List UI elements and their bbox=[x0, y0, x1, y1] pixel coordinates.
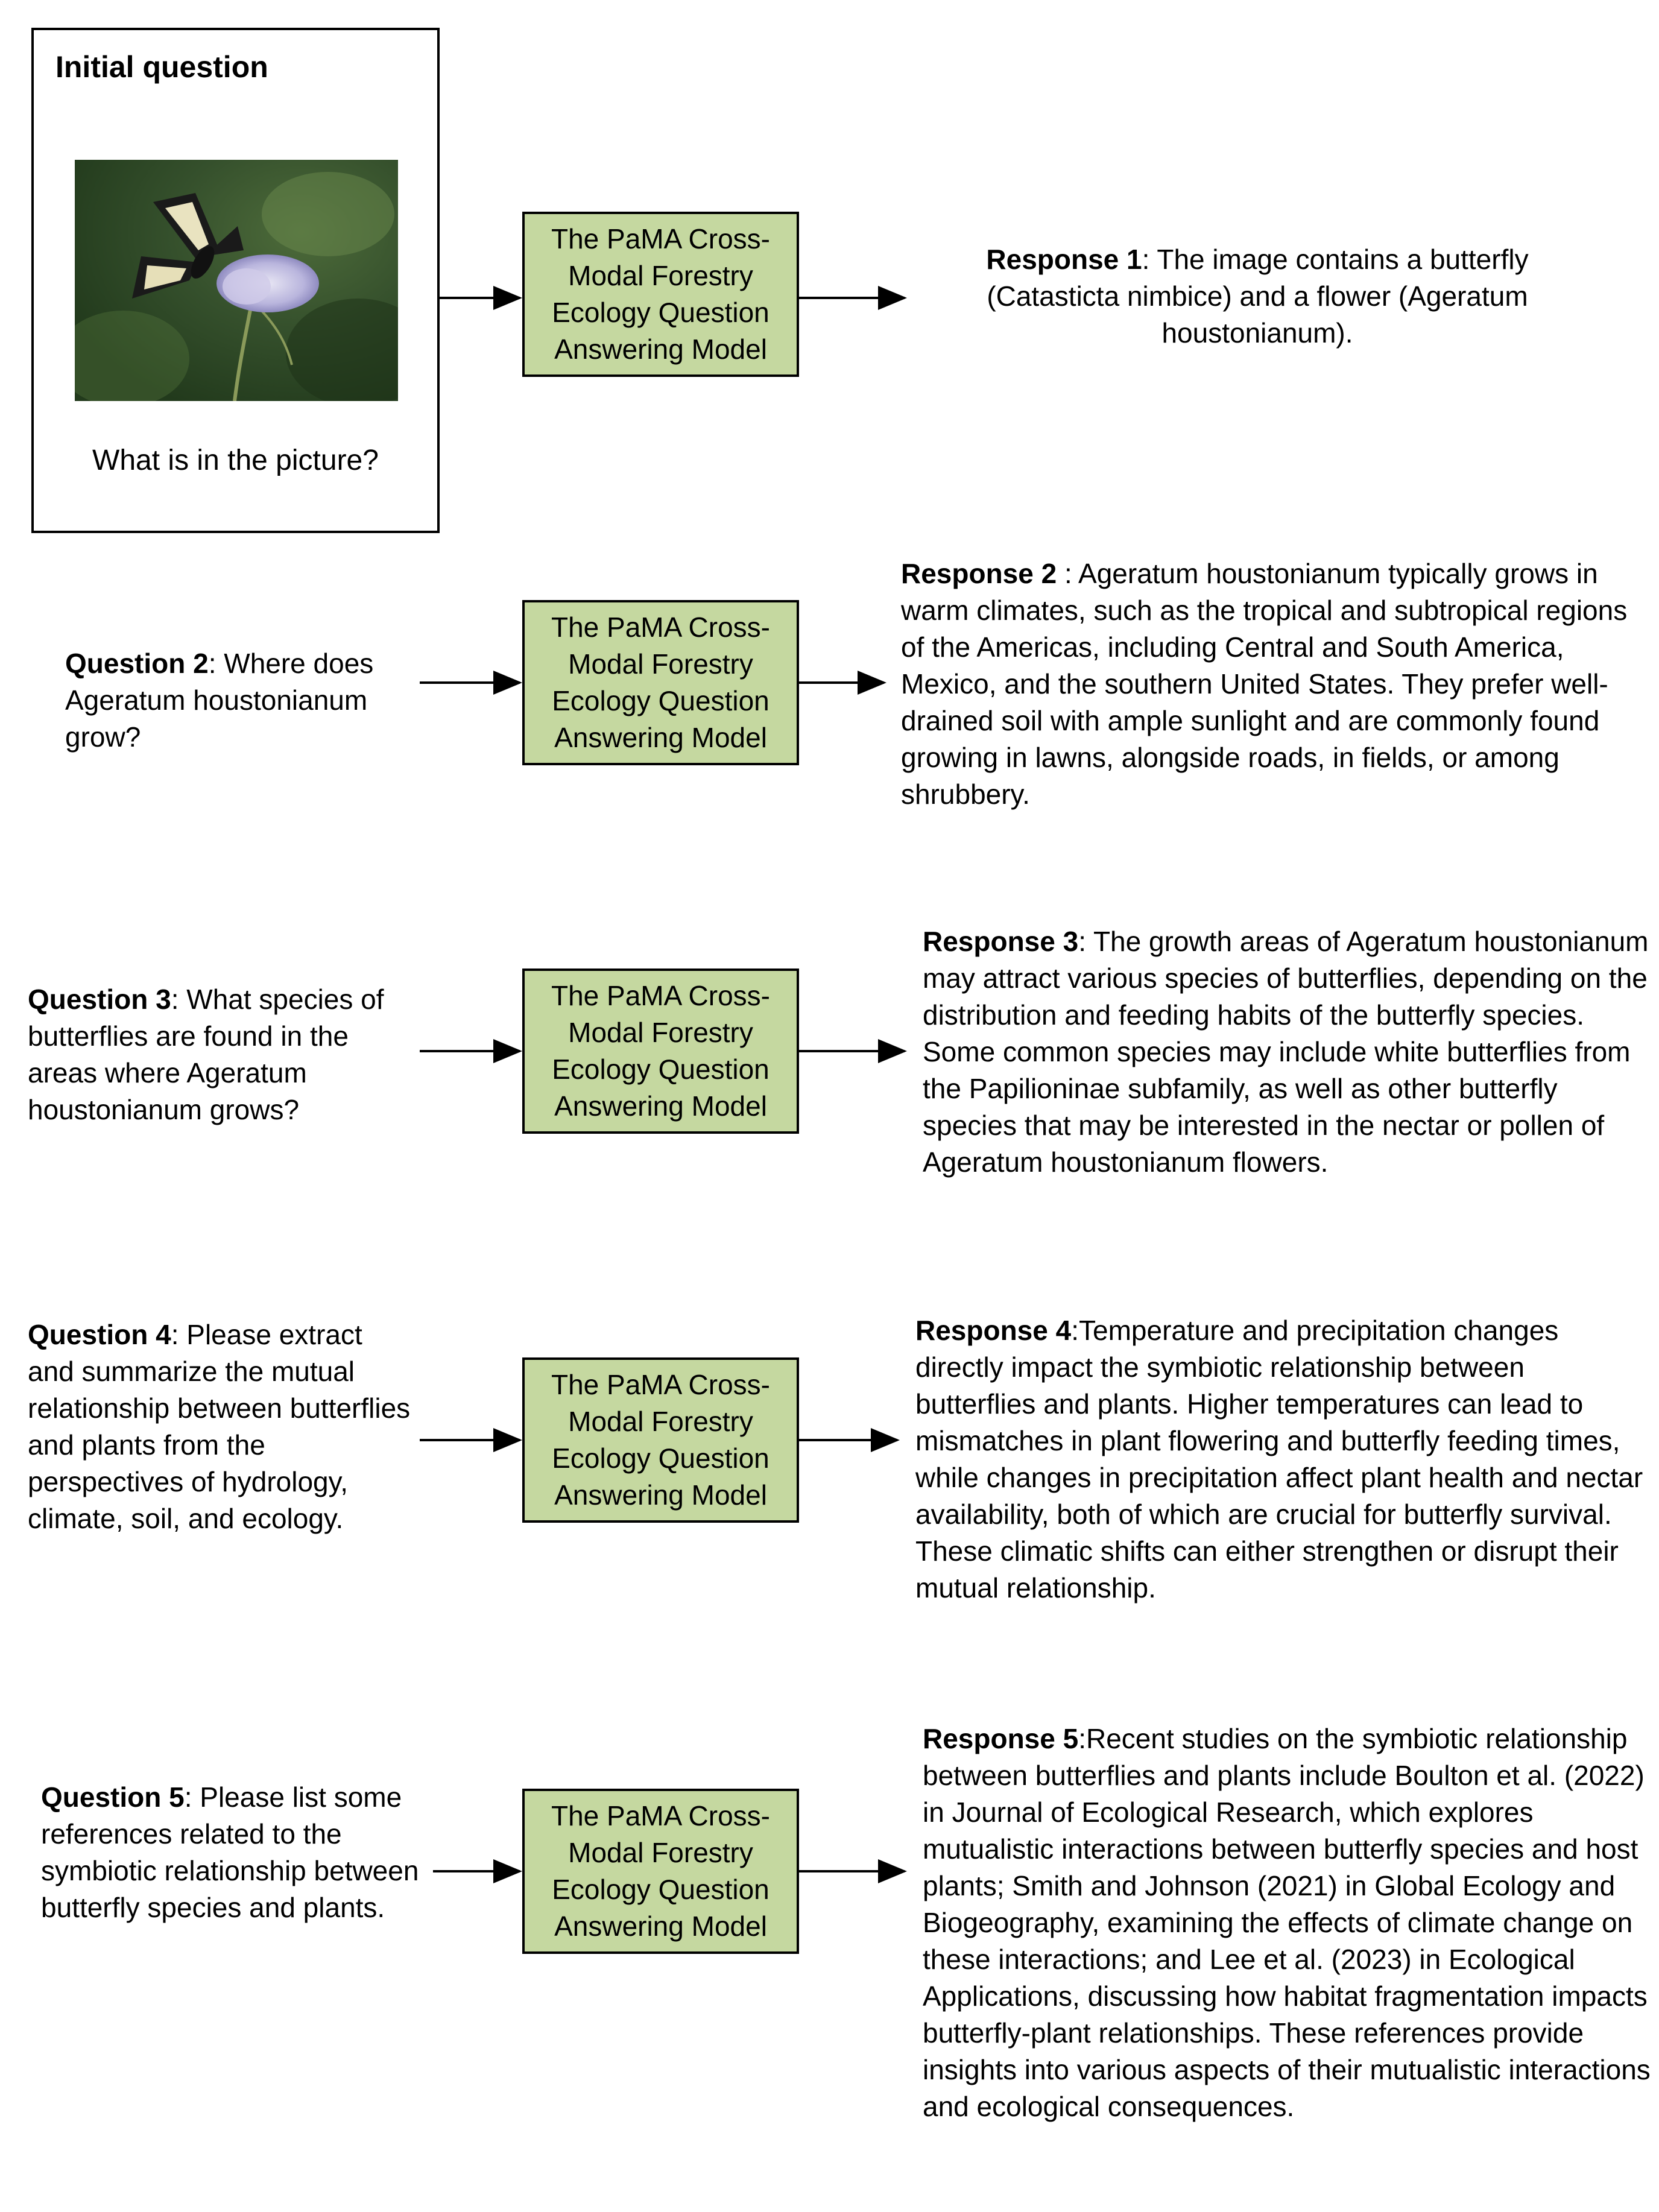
initial-question-title: Initial question bbox=[55, 50, 268, 84]
response-4-text: :Temperature and precipitation changes directly impact the symbiotic relationship between butterflies and plants. Higher temperatures can lead to mismatches in plant flowering and butterfly feeding times, while changes in precipitation affect plant health and nectar availability, both of which are crucial for butterfly survival. These climatic shifts can either strengthen or disrupt their mutual relationship. bbox=[915, 1315, 1643, 1604]
question-4-label: Question 4 bbox=[28, 1319, 171, 1350]
model-label: The PaMA Cross-Modal Forestry Ecology Question Answering Model bbox=[551, 223, 770, 365]
question-2-text: : Where does Ageratum houstonianum grow? bbox=[65, 648, 374, 753]
response-1-label: Response 1 bbox=[986, 244, 1142, 275]
response-3-label: Response 3 bbox=[923, 926, 1079, 957]
question-5-label: Question 5 bbox=[41, 1781, 185, 1813]
model-label: The PaMA Cross-Modal Forestry Ecology Question Answering Model bbox=[551, 611, 770, 753]
response-5-text: :Recent studies on the symbiotic relationship between butterflies and plants include Boulton et al. (2022) in Journal of Ecological Research, which explores mutualistic interactions between butterfly species and host plants; Smith and Johnson (2021) in Global Ecology and Biogeography, examining the effects of climate change on these interactions; and Lee et al. (2023) in Ecological Applications, discussing how habitat fragmentation impacts butterfly-plant relationships. These references provide insights into various aspects of their mutualistic interactions and ecological consequences. bbox=[923, 1723, 1651, 2122]
initial-question-text: What is in the picture? bbox=[92, 444, 379, 476]
question-5-text: : Please list some references related to the symbiotic relationship between butterfly species and plants. bbox=[41, 1781, 419, 1923]
response-3-text: : The growth areas of Ageratum houstonianum may attract various species of butterflies, depending on the distribution and feeding habits of the butterfly species. Some common species may include white butterflies from the Papilioninae subfamily, as well as other butterfly species that may be interested in the nectar or pollen of Ageratum houstonianum flowers. bbox=[923, 926, 1649, 1178]
response-2-text: : Ageratum houstonianum typically grows in warm climates, such as the tropical and subtropical regions of the Americas, including Central and South America, Mexico, and the southern United States. They prefer well-drained soil with ample sunlight and are commonly found growing in lawns, alongside roads, in fields, or among shrubbery. bbox=[901, 558, 1628, 810]
question-3-text: : What species of butterflies are found in the areas where Ageratum houstonianum grows? bbox=[28, 984, 384, 1125]
response-1-text: : The image contains a butterfly (Catasticta nimbice) and a flower (Ageratum houstonianum). bbox=[987, 244, 1529, 349]
question-2-label: Question 2 bbox=[65, 648, 209, 679]
model-label: The PaMA Cross-Modal Forestry Ecology Question Answering Model bbox=[551, 1369, 770, 1511]
model-label: The PaMA Cross-Modal Forestry Ecology Question Answering Model bbox=[551, 980, 770, 1122]
response-4-label: Response 4 bbox=[915, 1315, 1072, 1346]
question-3-label: Question 3 bbox=[28, 984, 171, 1015]
response-2-label: Response 2 bbox=[901, 558, 1057, 589]
response-5-label: Response 5 bbox=[923, 1723, 1079, 1754]
model-label: The PaMA Cross-Modal Forestry Ecology Question Answering Model bbox=[551, 1800, 770, 1942]
question-4-text: : Please extract and summarize the mutual relationship between butterflies and plants from the perspectives of hydrology, climate, soil, and ecology. bbox=[28, 1319, 411, 1534]
